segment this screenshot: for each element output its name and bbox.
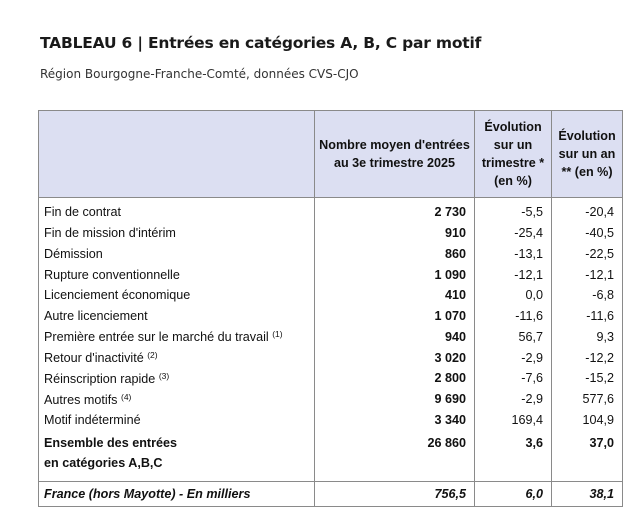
row-year-change: -11,6 (552, 306, 623, 327)
total-empty-cell (475, 456, 552, 481)
row-label (39, 347, 315, 368)
total-row-continued (39, 456, 623, 481)
footnote-marker: (2) (147, 350, 158, 361)
france-quarter-change: 6,0 (475, 481, 552, 506)
row-year-change: -40,5 (552, 223, 623, 244)
row-count: 3 340 (315, 410, 475, 431)
row-quarter-change: -13,1 (475, 244, 552, 265)
row-count: 940 (315, 327, 475, 348)
total-row (39, 430, 623, 456)
table-row (39, 306, 623, 327)
row-count: 9 690 (315, 389, 475, 410)
footnote-marker: (3) (158, 370, 170, 381)
row-count: 410 (315, 285, 475, 306)
total-year-change: 37,0 (552, 430, 623, 456)
row-count: 860 (315, 244, 475, 265)
table-row (39, 327, 623, 348)
row-quarter-change: -25,4 (475, 223, 552, 244)
row-label-text: Première entrée sur le marché du travail (44, 330, 269, 345)
header-count: Nombre moyen d'entrées au 3e trimestre 2025 (315, 111, 475, 198)
row-year-change: 577,6 (552, 389, 623, 410)
header-label-cell (39, 111, 315, 198)
row-quarter-change: -7,6 (475, 368, 552, 389)
row-label-text: Fin de mission d'intérim (44, 226, 176, 241)
row-year-change: -15,2 (552, 368, 623, 389)
header-year-change: Évolution sur un an ** (en %) (552, 111, 623, 198)
total-quarter-change: 3,6 (475, 430, 552, 456)
row-label (39, 327, 315, 348)
row-label-text: Fin de contrat (44, 205, 122, 220)
row-quarter-change: -11,6 (475, 306, 552, 327)
total-label-line2: en catégories A,B,C (39, 456, 315, 481)
total-empty-cell (315, 456, 475, 481)
table-row (39, 264, 623, 285)
table-row (39, 198, 623, 223)
row-quarter-change: -5,5 (475, 198, 552, 223)
entries-table (38, 110, 623, 507)
row-label-text: Autres motifs (44, 392, 118, 407)
table-row (39, 389, 623, 410)
table-subtitle: Région Bourgogne-Franche-Comté, données CVS-CJO (40, 67, 359, 81)
row-quarter-change: 0,0 (475, 285, 552, 306)
total-count: 26 860 (315, 430, 475, 456)
row-label (39, 244, 315, 265)
row-label (39, 198, 315, 223)
row-quarter-change: -12,1 (475, 264, 552, 285)
row-count: 2 730 (315, 198, 475, 223)
row-label (39, 264, 315, 285)
footnote-marker: (1) (272, 329, 283, 340)
table-row (39, 285, 623, 306)
row-label-text: Rupture conventionnelle (44, 267, 180, 282)
row-label (39, 285, 315, 306)
row-label (39, 410, 315, 431)
table-row (39, 223, 623, 244)
row-count: 2 800 (315, 368, 475, 389)
row-label (39, 223, 315, 244)
row-label (39, 389, 315, 410)
footnote-marker: (4) (120, 391, 132, 402)
france-year-change: 38,1 (552, 481, 623, 506)
table-row (39, 410, 623, 431)
row-quarter-change: 169,4 (475, 410, 552, 431)
row-label-text: Motif indéterminé (44, 412, 141, 427)
row-year-change: -20,4 (552, 198, 623, 223)
france-count: 756,5 (315, 481, 475, 506)
header-row (39, 111, 623, 198)
row-year-change: -12,1 (552, 264, 623, 285)
row-year-change: 104,9 (552, 410, 623, 431)
table-title: TABLEAU 6 | Entrées en catégories A, B, C par motif (40, 34, 482, 52)
row-count: 1 090 (315, 264, 475, 285)
total-label: Ensemble des entrées (39, 430, 315, 456)
row-label (39, 368, 315, 389)
france-row (39, 481, 623, 506)
row-year-change: -6,8 (552, 285, 623, 306)
row-label-text: Licenciement économique (44, 288, 191, 303)
header-quarter-change: Évolution sur un trimestre * (en %) (475, 111, 552, 198)
row-year-change: -12,2 (552, 347, 623, 368)
row-quarter-change: 56,7 (475, 327, 552, 348)
row-label-text: Retour d'inactivité (44, 351, 144, 366)
row-label-text: Réinscription rapide (44, 371, 156, 386)
row-label (39, 306, 315, 327)
row-label-text: Démission (44, 246, 103, 261)
row-year-change: 9,3 (552, 327, 623, 348)
row-label-text: Autre licenciement (44, 309, 148, 324)
row-count: 3 020 (315, 347, 475, 368)
row-quarter-change: -2,9 (475, 389, 552, 410)
row-count: 910 (315, 223, 475, 244)
row-year-change: -22,5 (552, 244, 623, 265)
total-empty-cell (552, 456, 623, 481)
table-row (39, 244, 623, 265)
table-row (39, 368, 623, 389)
france-label: France (hors Mayotte) - En milliers (39, 481, 315, 506)
table-row (39, 347, 623, 368)
row-quarter-change: -2,9 (475, 347, 552, 368)
table-body (39, 198, 623, 507)
row-count: 1 070 (315, 306, 475, 327)
